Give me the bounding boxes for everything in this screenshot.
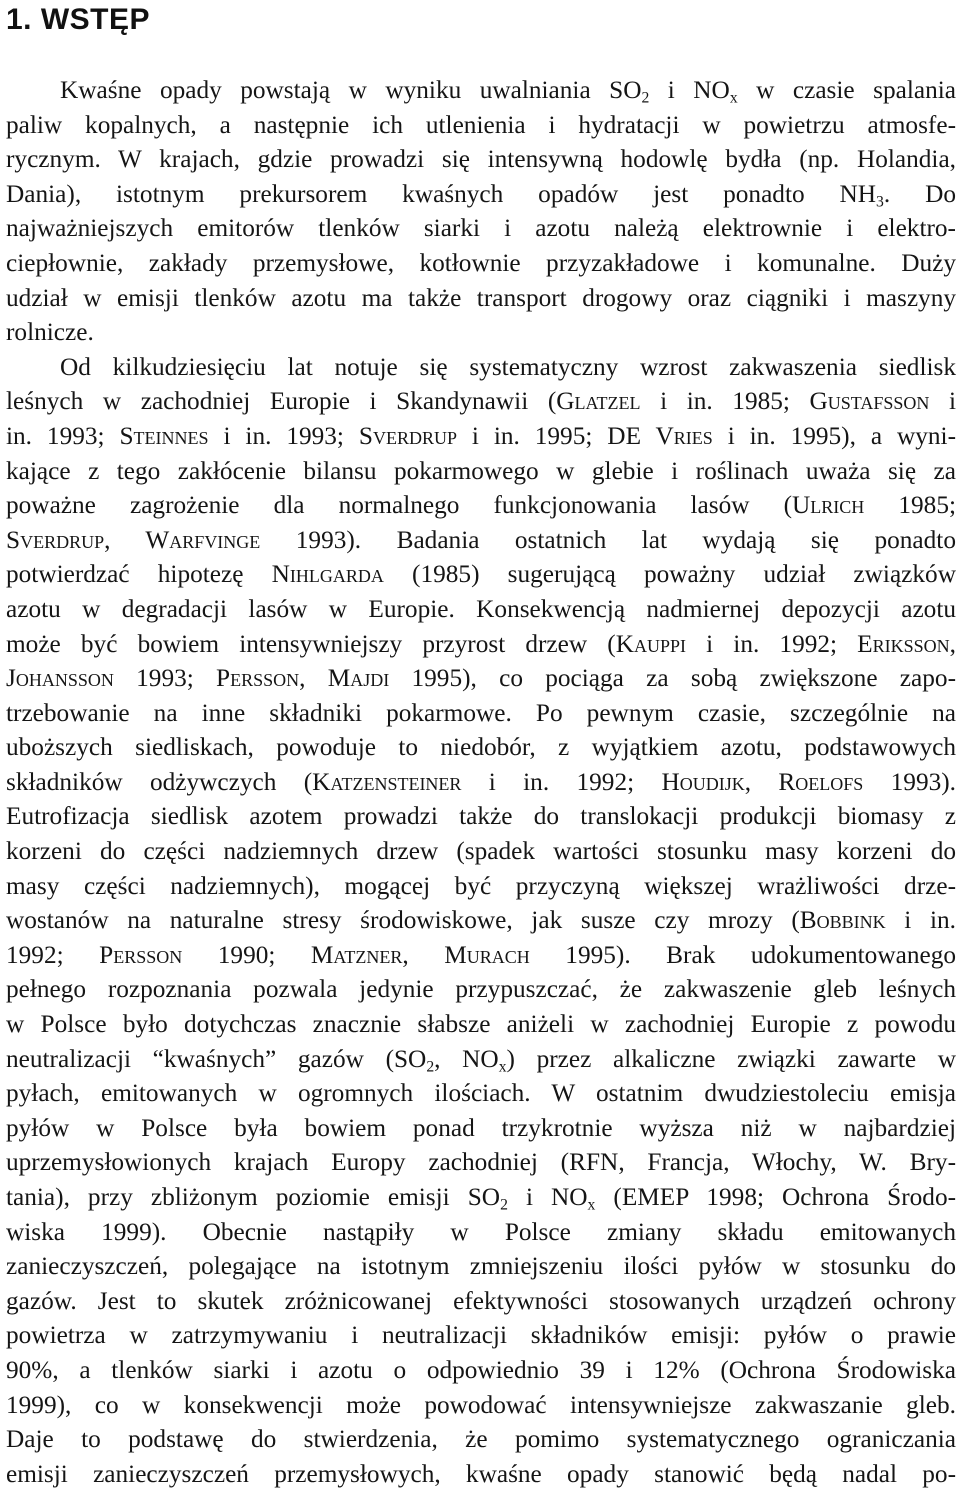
text-line: uboższych siedliskach, powoduje to niedobór, z wyjątkiem azotu, podstawowych: [6, 733, 956, 762]
text-line: ciepłownie, zakłady przemysłowe, kotłownie przyzakładowe i komunalne. Duży: [6, 248, 956, 277]
text-line: pyłach, emitowanych w ogromnych ilościach. W ostatnim dwudziestoleciu emisja: [6, 1079, 956, 1108]
text-line: rycznym. W krajach, gdzie prowadzi się intensywną hodowlę bydła (np. Holandia,: [6, 145, 956, 174]
text-line: w Polsce było dotychczas znacznie słabsze aniżeli w zachodniej Europie z powodu: [6, 1010, 956, 1039]
text-line: poważne zagrożenie dla normalnego funkcjonowania lasów (Ulrich 1985;: [6, 491, 956, 520]
text-line: in. 1993; Steinnes i in. 1993; Sverdrup i in. 1995; DE Vries i in. 1995), a wyni-: [6, 421, 956, 450]
text-line: kające z tego zakłócenie bilansu pokarmowego w glebie i roślinach uważa się za: [6, 456, 956, 485]
text-line: trzebowanie na inne składniki pokarmowe. Po pewnym czasie, szczególnie na: [6, 698, 956, 727]
text-line: pyłów w Polsce była bowiem ponad trzykrotnie wyższa niż w najbardziej: [6, 1113, 956, 1142]
text-line: pełnego rozpoznania pozwala jedynie przypuszczać, że zakwaszenie gleb leśnych: [6, 975, 956, 1004]
text-line: 1992; Persson 1990; Matzner, Murach 1995). Brak udokumentowanego: [6, 940, 957, 969]
text-line: tania), przy zbliżonym poziomie emisji $SO_2$ i $NO_x$ (EMEP 1998; Ochrona Środo-: [6, 1183, 957, 1214]
text-line: uprzemysłowionych krajach Europy zachodniej (RFN, Francja, Włochy, W. Bry-: [6, 1148, 956, 1177]
text-line: Johansson 1993; Persson, Majdi 1995), co pociąga za sobą zwiększone zapo-: [6, 664, 956, 693]
text-line: zanieczyszczeń, polegające na istotnym zmniejszeniu ilości pyłów w stosunku do: [6, 1252, 956, 1281]
text-line: Eutrofizacja siedlisk azotem prowadzi także do translokacji produkcji biomasy z: [6, 802, 956, 831]
text-line: azotu w degradacji lasów w Europie. Konsekwencją nadmiernej depozycji azotu: [6, 594, 956, 623]
text-line: korzeni do części nadziemnych drzew (spadek wartości stosunku masy korzeni do: [6, 837, 956, 866]
text-line: Dania), istotnym prekursorem kwaśnych opadów jest ponadto $NH_3$. Do: [6, 179, 956, 211]
text-line: Sverdrup, Warfvinge 1993). Badania ostatnich lat wydają się ponadto: [6, 525, 956, 554]
text-line: Od kilkudziesięciu lat notuje się systematyczny wzrost zakwaszenia siedlisk: [60, 352, 956, 381]
text-line: udział w emisji tlenków azotu ma także transport drogowy oraz ciągniki i maszyny: [6, 283, 956, 312]
text-line: masy części nadziemnych), mogącej być przyczyną większej wrażliwości drze-: [6, 871, 956, 900]
text-line: paliw kopalnych, a następnie ich utlenienia i hydratacji w powietrzu atmosfe-: [6, 110, 956, 139]
text-line: najważniejszych emitorów tlenków siarki i azotu należą elektrownie i elektro-: [6, 214, 956, 243]
text-line: składników odżywczych (Katzensteiner i in. 1992; Houdijk, Roelofs 1993).: [6, 767, 957, 796]
body-text: [6, 73, 956, 1491]
text-line: neutralizacji “kwaśnych” gazów ($SO_2$, $NO_x$) przez alkaliczne związki zawarte w: [6, 1044, 956, 1076]
text-line: emisji zanieczyszczeń przemysłowych, kwaśne opady stanowić będą nadal po-: [6, 1459, 956, 1488]
text-line: wiska 1999). Obecnie nastąpiły w Polsce zmiany składu emitowanych: [6, 1217, 956, 1246]
text-line: Kwaśne opady powstają w wyniku uwalniania $SO_2$ i $NO_x$ w czasie spalania: [60, 76, 956, 107]
text-line: 1999), co w konsekwencji może powodować intensywniejsze zakwaszanie gleb.: [6, 1390, 956, 1419]
text-line: może być bowiem intensywniejszy przyrost drzew (Kauppi i in. 1992; Eriksson,: [6, 629, 956, 658]
text-line: leśnych w zachodniej Europie i Skandynawii (Glatzel i in. 1985; Gustafsson i: [6, 387, 957, 416]
text-line: Daje to podstawę do stwierdzenia, że pomimo systematycznego ograniczania: [6, 1425, 956, 1454]
text-line: powietrza w zatrzymywaniu i neutralizacji składników emisji: pyłów o prawie: [6, 1321, 956, 1350]
text-line: rolnicze.: [6, 318, 94, 347]
text-line: 90%, a tlenków siarki i azotu o odpowiednio 39 i 12% (Ochrona Środowiska: [6, 1355, 956, 1384]
text-line: potwierdzać hipotezę Nihlgarda (1985) sugerującą poważny udział związków: [6, 560, 956, 589]
text-line: wostanów na naturalne stresy środowiskowe, jak susze czy mrozy (Bobbink i in.: [6, 906, 956, 935]
text-line: gazów. Jest to skutek zróżnicowanej efektywności stosowanych urządzeń ochrony: [6, 1286, 956, 1315]
section-heading: 1. WSTĘP: [6, 3, 151, 36]
